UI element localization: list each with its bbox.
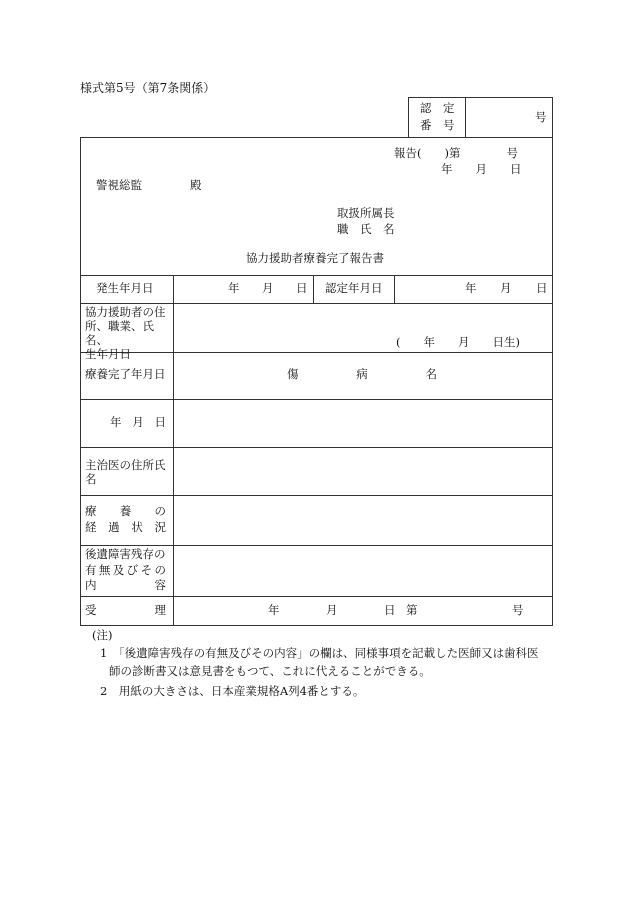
aftereffect-char: び — [126, 563, 139, 577]
doctor-label-line: 名 — [85, 472, 97, 486]
person-birth-date: ( 年 月 日生) — [396, 335, 520, 349]
injury-char: 傷 — [287, 367, 299, 381]
ymd-char: 月 — [132, 415, 144, 429]
person-label-line: 所、職業、氏名、 — [85, 319, 154, 347]
cert-number-suffix: 号 — [535, 110, 547, 124]
aftereffect-label-line2 — [85, 565, 166, 577]
row-divider — [80, 545, 553, 546]
addressee-honorific: 殿 — [190, 178, 202, 192]
progress-label-line2 — [85, 522, 166, 534]
form-title: 協力援助者療養完了報告書 — [246, 251, 384, 265]
handler-name-label: 職 氏 名 — [337, 222, 395, 236]
injury-char: 病 — [356, 367, 368, 381]
injury-char: 名 — [425, 367, 437, 381]
progress-char: 養 — [119, 504, 132, 518]
receipt-label — [85, 605, 166, 617]
row-divider — [80, 275, 553, 276]
cert-date-label: 認定年月日 — [325, 281, 383, 295]
progress-char: の — [154, 504, 166, 518]
date-column-divider — [394, 275, 395, 303]
form-number-label: 様式第5号（第7条関係） — [80, 81, 216, 95]
person-info-label — [85, 305, 169, 361]
note-1-line1: 1 「後遺障害残存の有無及びその内容」の欄は、同様事項を記載した医師又は歯科医 — [100, 646, 539, 660]
injury-name-heading — [287, 369, 437, 381]
note-1-line2: 師の診断書又は意見書をもつて、これに代えることができる。 — [109, 664, 431, 678]
report-date-line: 年 月 日 — [441, 162, 522, 176]
label-column-divider — [173, 275, 174, 626]
cert-box-divider — [465, 97, 466, 138]
date-column-divider — [313, 275, 314, 303]
progress-char: 況 — [154, 520, 166, 534]
receipt-char: 理 — [154, 603, 166, 617]
aftereffect-label-line1: 後遺障害残存の — [85, 547, 166, 561]
aftereffect-char: 無 — [98, 563, 111, 577]
completion-date-label: 療養完了年月日 — [85, 367, 166, 381]
progress-char: 療 — [85, 504, 97, 518]
birth-date-label: 発生年月日 — [96, 281, 154, 295]
receipt-month-unit: 月 — [326, 603, 338, 617]
ymd-char: 日 — [154, 415, 166, 429]
receipt-number-prefix: 第 — [406, 603, 418, 617]
receipt-char: 受 — [85, 603, 97, 617]
birth-year-unit: 年 — [228, 281, 240, 295]
aftereffect-label-line3 — [85, 580, 166, 592]
doctor-label-line: 主治医の住所氏 — [85, 458, 166, 472]
progress-char: 経 — [85, 520, 97, 534]
row-divider — [80, 447, 553, 448]
person-label-line: 生年月日 — [85, 347, 131, 361]
aftereffect-char: 有 — [85, 563, 97, 577]
aftereffect-char: の — [154, 563, 166, 577]
aftereffect-char: 及 — [112, 563, 125, 577]
notes-heading: (注) — [92, 628, 113, 642]
cert-label-line2: 番 号 — [420, 118, 455, 132]
cert-year-unit: 年 — [465, 281, 477, 295]
aftereffect-char: 容 — [154, 578, 166, 592]
receipt-year-unit: 年 — [268, 603, 280, 617]
birth-month-unit: 月 — [262, 281, 274, 295]
aftereffect-char: そ — [140, 563, 153, 577]
handler-office-label: 取扱所属長 — [337, 206, 395, 220]
cert-day-unit: 日 — [536, 281, 548, 295]
receipt-number-suffix: 号 — [512, 603, 524, 617]
row-divider — [80, 303, 553, 304]
ymd-char: 年 — [110, 415, 122, 429]
progress-label-line1 — [85, 506, 166, 518]
report-number-line: 報告( )第 号 — [394, 146, 518, 160]
cert-month-unit: 月 — [500, 281, 512, 295]
row-divider — [80, 399, 553, 400]
addressee: 警視総監 — [96, 178, 142, 192]
cert-label-line1: 認 定 — [420, 101, 455, 115]
birth-day-unit: 日 — [296, 281, 308, 295]
progress-char: 過 — [108, 520, 120, 534]
completion-ymd — [110, 417, 166, 429]
row-divider — [80, 495, 553, 496]
note-2: 2 用紙の大きさは、日本産業規格A列4番とする。 — [100, 684, 365, 698]
person-label-line: 協力援助者の住 — [85, 305, 166, 319]
progress-char: 状 — [131, 520, 143, 534]
receipt-day-unit: 日 — [384, 603, 396, 617]
row-divider — [80, 596, 553, 597]
doctor-label — [85, 458, 169, 486]
aftereffect-char: 内 — [85, 578, 97, 592]
